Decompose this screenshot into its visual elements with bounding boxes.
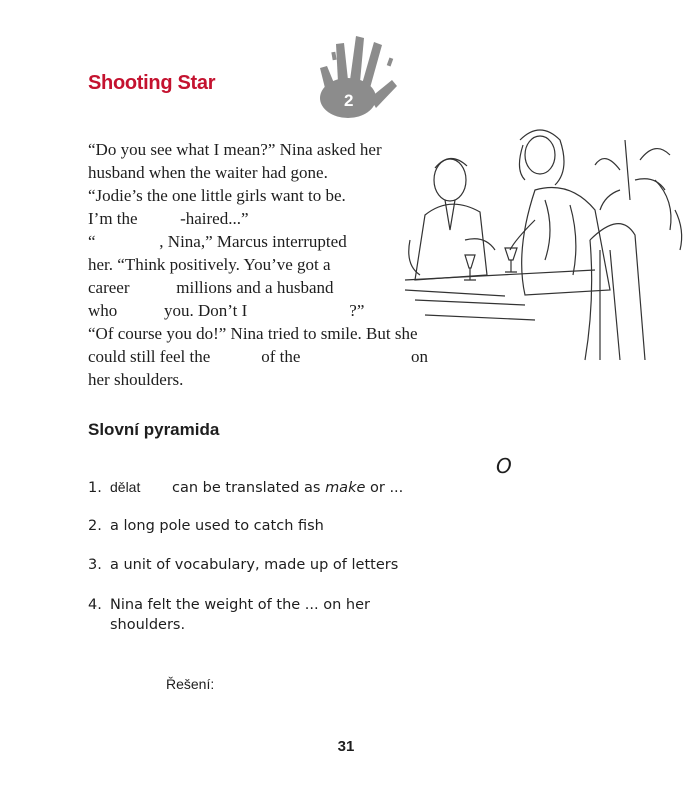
item-text: Nina felt the weight of the ... on her (110, 597, 370, 613)
pyramid-letter: O (496, 454, 512, 478)
page-number: 31 (337, 738, 355, 755)
handwritten-answer: dělat (110, 479, 141, 495)
item-text: a unit of vocabulary, made up of letters (110, 557, 399, 573)
item-number: 2. (88, 518, 102, 534)
item-number: 1. (88, 480, 102, 496)
couple-illustration (395, 100, 692, 370)
item-number: 4. (88, 597, 102, 613)
item-text: can be translated as make or ... (172, 480, 404, 496)
story-line: “Of course you do!” Nina tried to smile. But she (88, 324, 418, 343)
story-line: “Do you see what I mean?” Nina asked her (88, 140, 382, 159)
exercise-item (88, 555, 448, 577)
story-line: her. “Think positively. You’ve got a (88, 255, 331, 274)
exercise-item (88, 516, 448, 538)
solution-label: Řešení: (166, 676, 215, 692)
story-line: husband when the waiter had gone. (88, 163, 328, 182)
story-line: who you. Don’t I ?” (88, 301, 365, 320)
chapter-number: 2 (344, 91, 354, 110)
handprint-icon (312, 30, 404, 120)
exercise-item (88, 478, 448, 500)
item-text-continued: shoulders. (110, 617, 186, 633)
story-line: career millions and a husband (88, 278, 334, 297)
story-line: her shoulders. (88, 370, 184, 389)
chapter-title: Shooting Star (88, 72, 216, 94)
story-line: could still feel the of the on (88, 347, 428, 366)
exercise-heading: Slovní pyramida (88, 420, 220, 439)
exercise-item (88, 595, 448, 639)
story-line: “ , Nina,” Marcus interrupted (88, 232, 347, 251)
item-text: a long pole used to catch fish (110, 518, 324, 534)
story-line: I’m the -haired...” (88, 209, 249, 228)
item-number: 3. (88, 557, 102, 573)
story-line: “Jodie’s the one little girls want to be. (88, 186, 346, 205)
